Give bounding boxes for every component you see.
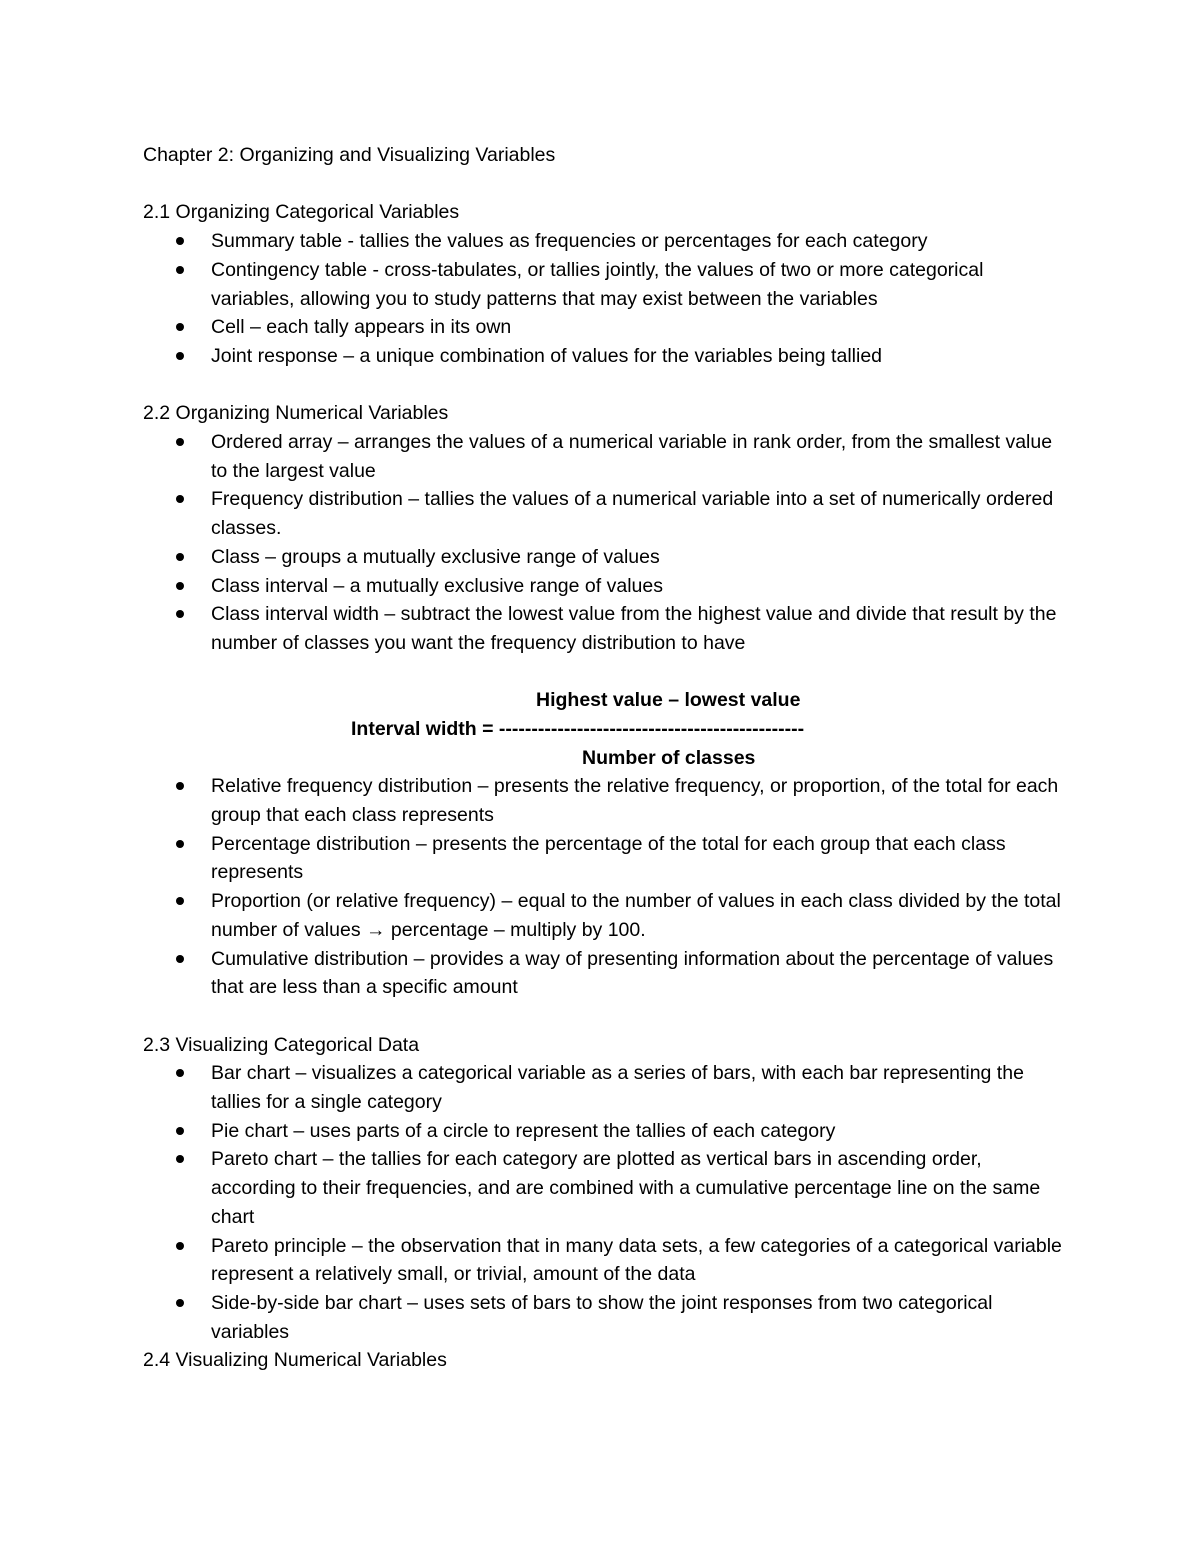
section-2-2-list (143, 428, 1063, 658)
bullet-icon (176, 840, 184, 848)
list-item (143, 572, 1063, 601)
list-item (143, 1145, 1063, 1231)
list-item (143, 1232, 1063, 1289)
blank-line (143, 170, 1063, 199)
list-item (143, 945, 1063, 1002)
section-heading-2-2: 2.2 Organizing Numerical Variables (143, 402, 449, 425)
bullet-icon (176, 1242, 184, 1250)
bullet-icon (176, 495, 184, 503)
list-item (143, 1289, 1063, 1346)
list-item-text: Class – groups a mutually exclusive range of values (211, 545, 660, 568)
interval-width-formula (143, 686, 1063, 772)
list-item-text: Relative frequency distribution – presents the relative frequency, or proportion, of the total for each group that each class represents (211, 775, 1059, 827)
blank-line (143, 1002, 1063, 1031)
list-item (143, 600, 1063, 657)
list-item (143, 313, 1063, 342)
bullet-icon (176, 438, 184, 446)
list-item-text: Joint response – a unique combination of values for the variables being tallied (211, 344, 883, 367)
list-item-text: Contingency table - cross-tabulates, or tallies jointly, the values of two or more categorical variables, allowing you to study patterns that may exist between the variables (211, 258, 984, 310)
bullet-icon (176, 1155, 184, 1163)
list-item-text: Percentage distribution – presents the percentage of the total for each group that each class represents (211, 832, 1006, 884)
bullet-icon (176, 955, 184, 963)
list-item (143, 1117, 1063, 1146)
list-item-text: Pareto chart – the tallies for each category are plotted as vertical bars in ascending order, according to their frequencies, and are combined with a cumulative percentage line on the same chart (211, 1148, 1041, 1228)
list-item-text: Cumulative distribution – provides a way of presenting information about the percentage of values that are less than a specific amount (211, 947, 1054, 999)
bullet-icon (176, 323, 184, 331)
section-2-1-list (143, 227, 1063, 371)
list-item (143, 256, 1063, 313)
formula-left: Interval width = (351, 718, 499, 740)
list-item-text: Bar chart – visualizes a categorical variable as a series of bars, with each bar representing the tallies for a single category (211, 1062, 1024, 1114)
blank-line (143, 658, 1063, 687)
list-item-text: Frequency distribution – tallies the values of a numerical variable into a set of numerically ordered classes. (211, 488, 1054, 540)
bullet-icon (176, 1069, 184, 1077)
bullet-icon (176, 610, 184, 618)
list-item-text: Ordered array – arranges the values of a numerical variable in rank order, from the smallest value to the largest value (211, 431, 1053, 482)
section-2-3-list (143, 1059, 1063, 1346)
list-item-text: Summary table - tallies the values as frequencies or percentages for each category (211, 230, 928, 253)
blank-line (143, 371, 1063, 400)
list-item-text: Pie chart – uses parts of a circle to represent the tallies of each category (211, 1119, 836, 1142)
list-item (143, 772, 1063, 829)
section-2-2-list-continued (143, 772, 1063, 1002)
list-item-text: Side-by-side bar chart – uses sets of bars to show the joint responses from two categorical variables (211, 1291, 993, 1343)
section-heading-2-1: 2.1 Organizing Categorical Variables (143, 201, 460, 224)
bullet-icon (176, 582, 184, 590)
section-heading-2-3: 2.3 Visualizing Categorical Data (143, 1033, 420, 1056)
bullet-icon (176, 782, 184, 790)
formula-bar: ----------------------------------------------- (498, 718, 805, 740)
formula-denominator: Number of classes (582, 746, 756, 769)
list-item-text: Cell – each tally appears in its own (211, 316, 512, 339)
list-item-text: Pareto principle – the observation that in many data sets, a few categories of a categorical variable represent a relatively small, or trivial, amount of the data (211, 1234, 1062, 1286)
formula-numerator: Highest value – lowest value (536, 689, 801, 712)
list-item (143, 1059, 1063, 1116)
list-item (143, 342, 1063, 371)
list-item (143, 428, 1063, 485)
list-item (143, 485, 1063, 542)
bullet-icon (176, 1299, 184, 1307)
list-item-text: Class interval width – subtract the lowest value from the highest value and divide that result by the number of classes you want the frequency distribution to have (211, 603, 1057, 654)
document-body (143, 141, 1063, 1375)
bullet-icon (176, 352, 184, 360)
bullet-icon (176, 1127, 184, 1135)
list-item (143, 543, 1063, 572)
list-item (143, 227, 1063, 256)
bullet-icon (176, 237, 184, 245)
bullet-icon (176, 897, 184, 905)
list-item-text: Proportion (or relative frequency) – equal to the number of values in each class divided by the total number of values → percentage – multiply by 100. (211, 890, 1061, 941)
bullet-icon (176, 266, 184, 274)
chapter-title: Chapter 2: Organizing and Visualizing Variables (143, 144, 556, 166)
list-item (143, 887, 1063, 944)
list-item-text: Class interval – a mutually exclusive range of values (211, 574, 663, 597)
bullet-icon (176, 553, 184, 561)
formula-line (351, 715, 804, 744)
list-item (143, 830, 1063, 887)
section-heading-2-4: 2.4 Visualizing Numerical Variables (143, 1349, 447, 1372)
